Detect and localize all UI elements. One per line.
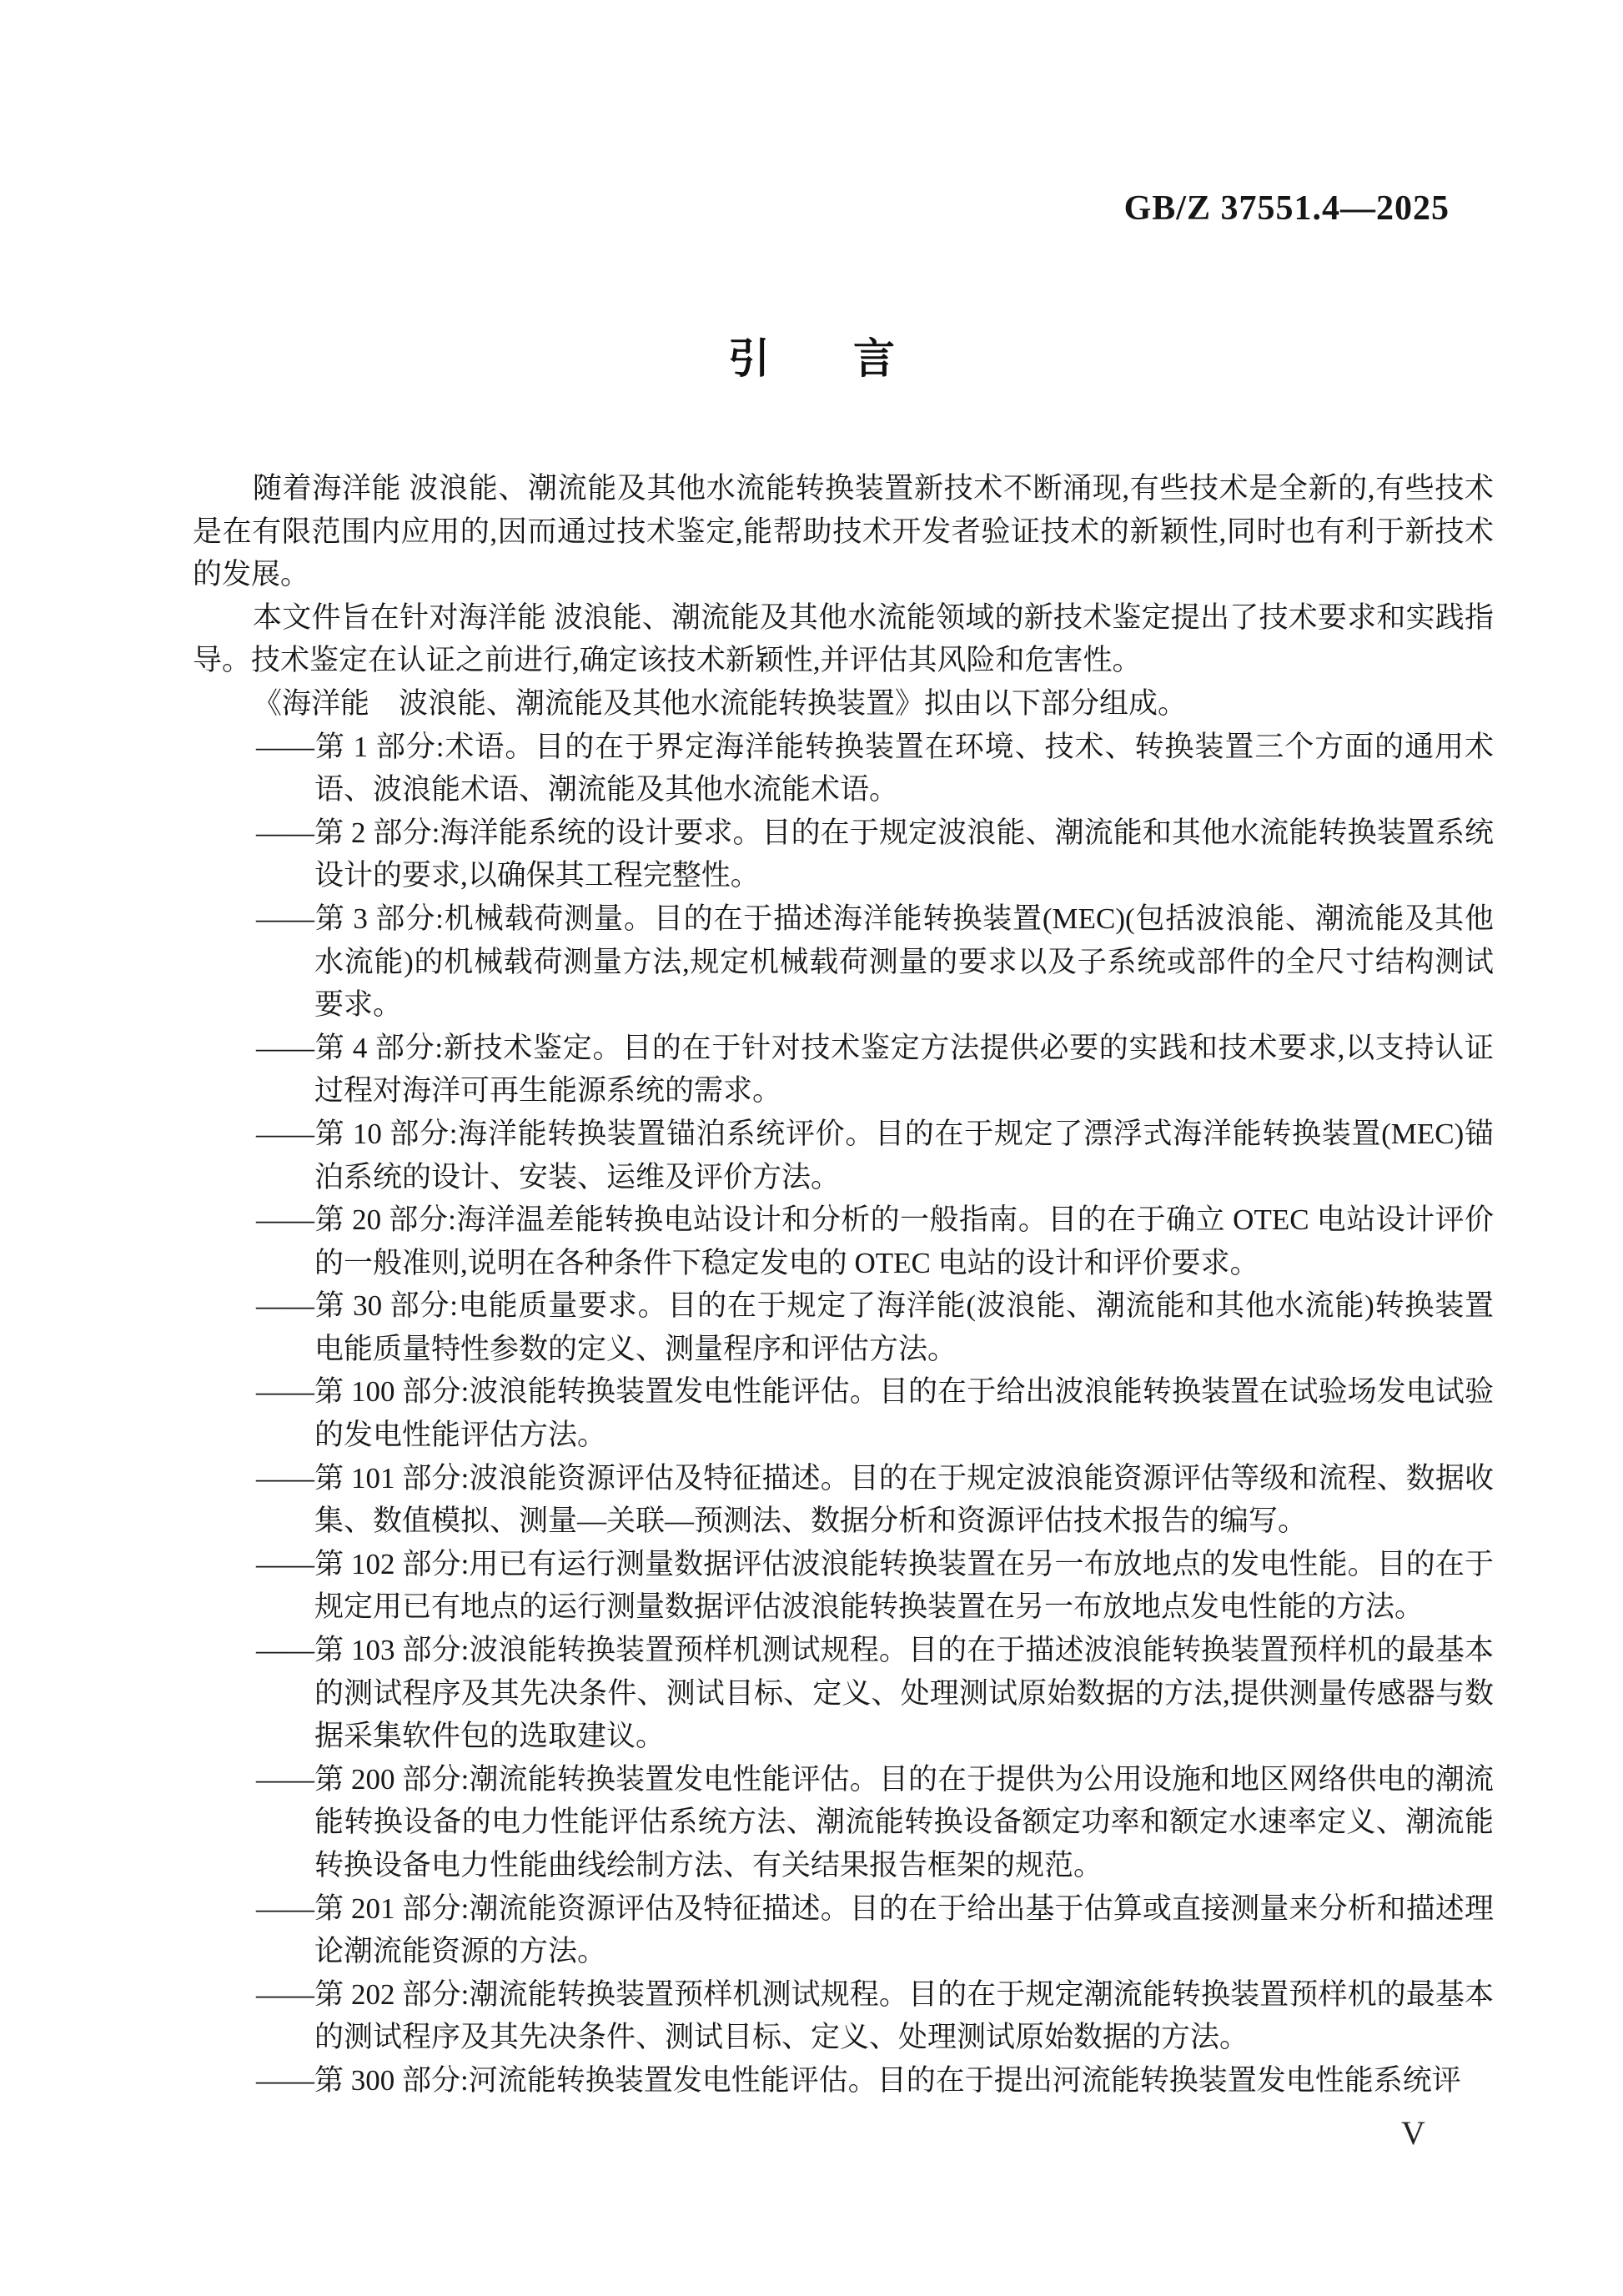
part-item-7: ——第 30 部分:电能质量要求。目的在于规定了海洋能(波浪能、潮流能和其他水流能)转换装置电能质量特性参数的定义、测量程序和评估方法。 <box>256 1289 1494 1365</box>
part-item-4: ——第 4 部分:新技术鉴定。目的在于针对技术鉴定方法提供必要的实践和技术要求,以支持认证过程对海洋可再生能源系统的需求。 <box>256 1031 1494 1108</box>
part-item-9: ——第 101 部分:波浪能资源评估及特征描述。目的在于规定波浪能资源评估等级和流程、数据收集、数值模拟、测量—关联—预测法、数据分析和资源评估技术报告的编写。 <box>256 1461 1494 1538</box>
part-item-12: ——第 200 部分:潮流能转换装置发电性能评估。目的在于提供为公用设施和地区网络供电的潮流能转换设备的电力性能评估系统方法、潮流能转换设备额定功率和额定水速率定义、潮流能转换设备电力性能曲线绘制方法、有关结果报告框架的规范。 <box>256 1762 1494 1882</box>
part-item-8: ——第 100 部分:波浪能转换装置发电性能评估。目的在于给出波浪能转换装置在试验场发电试验的发电性能评估方法。 <box>256 1375 1494 1452</box>
page-title: 引 言 <box>728 335 895 382</box>
part-item-15: ——第 300 部分:河流能转换装置发电性能评估。目的在于提出河流能转换装置发电性能系统评 <box>256 2063 1461 2097</box>
part-item-2: ——第 2 部分:海洋能系统的设计要求。目的在于规定波浪能、潮流能和其他水流能转换装置系统设计的要求,以确保其工程完整性。 <box>256 816 1494 892</box>
part-item-3: ——第 3 部分:机械载荷测量。目的在于描述海洋能转换装置(MEC)(包括波浪能、潮流能及其他水流能)的机械载荷测量方法,规定机械载荷测量的要求以及子系统或部件的全尺寸结构测试要求。 <box>256 902 1494 1022</box>
intro-paragraph-2: 本文件旨在针对海洋能 波浪能、潮流能及其他水流能领域的新技术鉴定提出了技术要求和实践指导。技术鉴定在认证之前进行,确定该技术新颖性,并评估其风险和危害性。 <box>193 600 1494 677</box>
part-item-5: ——第 10 部分:海洋能转换装置锚泊系统评价。目的在于规定了漂浮式海洋能转换装置(MEC)锚泊系统的设计、安装、运维及评价方法。 <box>256 1117 1494 1193</box>
part-item-14: ——第 202 部分:潮流能转换装置预样机测试规程。目的在于规定潮流能转换装置预样机的最基本的测试程序及其先决条件、测试目标、定义、处理测试原始数据的方法。 <box>256 1977 1494 2054</box>
part-item-11: ——第 103 部分:波浪能转换装置预样机测试规程。目的在于描述波浪能转换装置预样机的最基本的测试程序及其先决条件、测试目标、定义、处理测试原始数据的方法,提供测量传感器与数据采集软件包的选取建议。 <box>256 1634 1494 1753</box>
part-item-1: ——第 1 部分:术语。目的在于界定海洋能转换装置在环境、技术、转换装置三个方面的通用术语、波浪能术语、潮流能及其他水流能术语。 <box>256 730 1494 806</box>
standard-number: GB/Z 37551.4—2025 <box>1123 189 1450 228</box>
part-item-6: ——第 20 部分:海洋温差能转换电站设计和分析的一般指南。目的在于确立 OTEC 电站设计评价的一般准则,说明在各种条件下稳定发电的 OTEC 电站的设计和评价要求。 <box>256 1203 1494 1279</box>
part-item-10: ——第 102 部分:用已有运行测量数据评估波浪能转换装置在另一布放地点的发电性能。目的在于规定用已有地点的运行测量数据评估波浪能转换装置在另一布放地点发电性能的方法。 <box>256 1547 1494 1624</box>
introduction-body <box>193 467 1494 2103</box>
intro-paragraph-1: 随着海洋能 波浪能、潮流能及其他水流能转换装置新技术不断涌现,有些技术是全新的,有些技术是在有限范围内应用的,因而通过技术鉴定,能帮助技术开发者验证技术的新颖性,同时也有利于新技术的发展。 <box>193 472 1494 591</box>
page-number: V <box>1401 2114 1425 2152</box>
part-item-13: ——第 201 部分:潮流能资源评估及特征描述。目的在于给出基于估算或直接测量来分析和描述理论潮流能资源的方法。 <box>256 1892 1494 1968</box>
intro-paragraph-3: 《海洋能 波浪能、潮流能及其他水流能转换装置》拟由以下部分组成。 <box>253 686 1188 720</box>
